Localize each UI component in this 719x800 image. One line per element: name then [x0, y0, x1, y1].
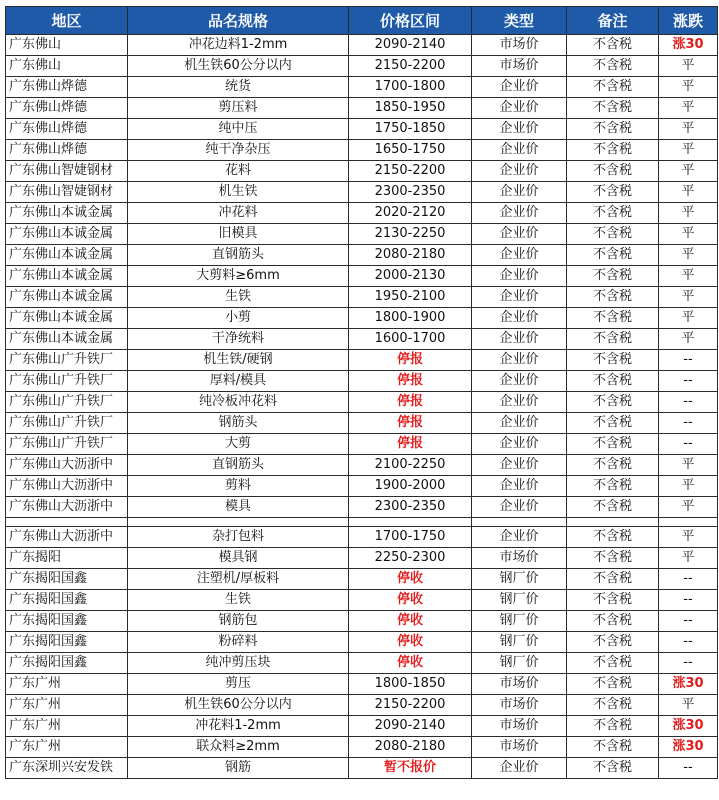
cell-region: 广东佛山本诚金属: [6, 266, 128, 287]
cell-note: 不含税: [567, 455, 659, 476]
cell-change: 平: [659, 527, 718, 548]
cell-change: 平: [659, 245, 718, 266]
table-row: [6, 455, 718, 476]
table-row: [6, 527, 718, 548]
cell-product: 干净统料: [128, 329, 349, 350]
cell-type: 企业价: [472, 434, 567, 455]
cell-price: 1750-1850: [349, 119, 472, 140]
cell-note: 不含税: [567, 224, 659, 245]
cell-region: 广东佛山本诚金属: [6, 329, 128, 350]
cell-type: 企业价: [472, 758, 567, 779]
table-row: [6, 287, 718, 308]
cell-region: 广东佛山大沥浙中: [6, 455, 128, 476]
table-row: [6, 392, 718, 413]
cell-change: 涨30: [659, 716, 718, 737]
separator-cell: [472, 518, 567, 527]
column-header-region[interactable]: 地区: [6, 7, 128, 35]
header-row: [6, 7, 718, 35]
table-gap: [6, 518, 718, 527]
cell-change: 平: [659, 308, 718, 329]
table-row: [6, 161, 718, 182]
cell-type: 市场价: [472, 548, 567, 569]
cell-note: 不含税: [567, 266, 659, 287]
cell-change: --: [659, 434, 718, 455]
cell-change: 平: [659, 56, 718, 77]
separator-cell: [659, 518, 718, 527]
cell-region: 广东佛山广升铁厂: [6, 392, 128, 413]
cell-note: 不含税: [567, 182, 659, 203]
cell-product: 模具: [128, 497, 349, 518]
cell-note: 不含税: [567, 590, 659, 611]
cell-price: 2150-2200: [349, 56, 472, 77]
table-row: [6, 56, 718, 77]
table-row: [6, 674, 718, 695]
cell-region: 广东广州: [6, 674, 128, 695]
cell-price: 2150-2200: [349, 161, 472, 182]
cell-type: 企业价: [472, 308, 567, 329]
cell-change: 平: [659, 203, 718, 224]
table-body-bottom: [6, 527, 718, 779]
cell-region: 广东佛山大沥浙中: [6, 497, 128, 518]
cell-region: 广东佛山智婕钢材: [6, 182, 128, 203]
cell-type: 市场价: [472, 56, 567, 77]
cell-price: 2020-2120: [349, 203, 472, 224]
cell-type: 钢厂价: [472, 611, 567, 632]
cell-note: 不含税: [567, 716, 659, 737]
cell-note: 不含税: [567, 140, 659, 161]
cell-product: 钢筋头: [128, 413, 349, 434]
cell-change: --: [659, 590, 718, 611]
cell-change: 平: [659, 548, 718, 569]
table-row: [6, 182, 718, 203]
cell-price: 2130-2250: [349, 224, 472, 245]
cell-product: 粉碎料: [128, 632, 349, 653]
table-row: [6, 632, 718, 653]
cell-note: 不含税: [567, 497, 659, 518]
cell-note: 不含税: [567, 308, 659, 329]
cell-type: 钢厂价: [472, 653, 567, 674]
cell-note: 不含税: [567, 695, 659, 716]
column-header-note[interactable]: 备注: [567, 7, 659, 35]
cell-region: 广东广州: [6, 695, 128, 716]
cell-product: 模具钢: [128, 548, 349, 569]
cell-product: 机生铁/硬钢: [128, 350, 349, 371]
cell-note: 不含税: [567, 413, 659, 434]
table-row: [6, 203, 718, 224]
table-row: [6, 266, 718, 287]
table-row: [6, 350, 718, 371]
cell-product: 冲花料: [128, 203, 349, 224]
cell-type: 市场价: [472, 737, 567, 758]
cell-product: 剪压料: [128, 98, 349, 119]
cell-region: 广东佛山烨德: [6, 77, 128, 98]
cell-type: 市场价: [472, 674, 567, 695]
cell-price: 1800-1850: [349, 674, 472, 695]
cell-region: 广东佛山大沥浙中: [6, 527, 128, 548]
cell-region: 广东揭阳国鑫: [6, 632, 128, 653]
cell-price: 停报: [349, 392, 472, 413]
cell-region: 广东佛山本诚金属: [6, 245, 128, 266]
table-row: [6, 497, 718, 518]
table-row: [6, 245, 718, 266]
table-row: [6, 548, 718, 569]
cell-type: 企业价: [472, 392, 567, 413]
cell-region: 广东广州: [6, 716, 128, 737]
cell-product: 冲花边料1-2mm: [128, 35, 349, 56]
cell-note: 不含税: [567, 56, 659, 77]
cell-change: --: [659, 350, 718, 371]
table-row: [6, 98, 718, 119]
cell-note: 不含税: [567, 611, 659, 632]
cell-type: 企业价: [472, 497, 567, 518]
cell-note: 不含税: [567, 653, 659, 674]
cell-type: 企业价: [472, 182, 567, 203]
cell-region: 广东佛山: [6, 35, 128, 56]
cell-price: 1850-1950: [349, 98, 472, 119]
cell-type: 企业价: [472, 371, 567, 392]
cell-region: 广东佛山烨德: [6, 119, 128, 140]
table-row: [6, 371, 718, 392]
cell-price: 1650-1750: [349, 140, 472, 161]
cell-change: 涨30: [659, 674, 718, 695]
cell-region: 广东佛山本诚金属: [6, 224, 128, 245]
cell-product: 直钢筋头: [128, 455, 349, 476]
cell-type: 企业价: [472, 203, 567, 224]
cell-product: 纯冲剪压块: [128, 653, 349, 674]
price-table: [5, 6, 718, 779]
cell-product: 厚料/模具: [128, 371, 349, 392]
cell-price: 2300-2350: [349, 497, 472, 518]
cell-price: 1700-1750: [349, 527, 472, 548]
cell-change: 平: [659, 224, 718, 245]
cell-product: 杂打包料: [128, 527, 349, 548]
cell-product: 小剪: [128, 308, 349, 329]
cell-change: 平: [659, 182, 718, 203]
cell-change: 涨30: [659, 35, 718, 56]
cell-region: 广东佛山广升铁厂: [6, 434, 128, 455]
cell-region: 广东佛山广升铁厂: [6, 350, 128, 371]
cell-note: 不含税: [567, 674, 659, 695]
table-row: [6, 476, 718, 497]
cell-price: 2090-2140: [349, 35, 472, 56]
cell-change: --: [659, 632, 718, 653]
cell-type: 企业价: [472, 266, 567, 287]
table-body-top: [6, 35, 718, 518]
column-header-product[interactable]: 品名规格: [128, 7, 349, 35]
table-row: [6, 758, 718, 779]
cell-price: 2300-2350: [349, 182, 472, 203]
cell-price: 停收: [349, 653, 472, 674]
cell-change: --: [659, 569, 718, 590]
cell-type: 企业价: [472, 161, 567, 182]
cell-change: 平: [659, 161, 718, 182]
cell-product: 联众料≥2mm: [128, 737, 349, 758]
cell-product: 纯干净杂压: [128, 140, 349, 161]
cell-type: 企业价: [472, 413, 567, 434]
cell-note: 不含税: [567, 476, 659, 497]
separator-cell: [6, 518, 128, 527]
cell-note: 不含税: [567, 35, 659, 56]
cell-price: 2250-2300: [349, 548, 472, 569]
column-header-type[interactable]: 类型: [472, 7, 567, 35]
cell-product: 生铁: [128, 590, 349, 611]
cell-price: 停收: [349, 632, 472, 653]
cell-note: 不含税: [567, 245, 659, 266]
cell-price: 1900-2000: [349, 476, 472, 497]
cell-product: 注塑机/厚板料: [128, 569, 349, 590]
cell-price: 停收: [349, 611, 472, 632]
table-row: [6, 413, 718, 434]
cell-product: 机生铁: [128, 182, 349, 203]
cell-change: --: [659, 371, 718, 392]
cell-type: 企业价: [472, 455, 567, 476]
cell-product: 钢筋包: [128, 611, 349, 632]
cell-region: 广东佛山智婕钢材: [6, 161, 128, 182]
cell-note: 不含税: [567, 371, 659, 392]
table-row: [6, 119, 718, 140]
separator-row: [6, 518, 718, 527]
table-row: [6, 329, 718, 350]
cell-type: 钢厂价: [472, 590, 567, 611]
table-row: [6, 611, 718, 632]
cell-type: 市场价: [472, 35, 567, 56]
cell-price: 1800-1900: [349, 308, 472, 329]
cell-change: 平: [659, 695, 718, 716]
cell-price: 暂不报价: [349, 758, 472, 779]
cell-change: 平: [659, 266, 718, 287]
cell-product: 统货: [128, 77, 349, 98]
cell-note: 不含税: [567, 548, 659, 569]
cell-product: 旧模具: [128, 224, 349, 245]
cell-note: 不含税: [567, 632, 659, 653]
cell-region: 广东揭阳: [6, 548, 128, 569]
cell-product: 直钢筋头: [128, 245, 349, 266]
cell-type: 钢厂价: [472, 632, 567, 653]
table-row: [6, 140, 718, 161]
cell-product: 花料: [128, 161, 349, 182]
cell-price: 2080-2180: [349, 245, 472, 266]
cell-type: 企业价: [472, 119, 567, 140]
cell-region: 广东佛山本诚金属: [6, 203, 128, 224]
cell-change: 涨30: [659, 737, 718, 758]
cell-type: 市场价: [472, 716, 567, 737]
cell-change: 平: [659, 329, 718, 350]
cell-change: 平: [659, 497, 718, 518]
table-row: [6, 716, 718, 737]
cell-type: 企业价: [472, 329, 567, 350]
cell-change: 平: [659, 455, 718, 476]
cell-product: 纯中压: [128, 119, 349, 140]
cell-change: 平: [659, 98, 718, 119]
table-row: [6, 653, 718, 674]
cell-note: 不含税: [567, 329, 659, 350]
cell-type: 企业价: [472, 140, 567, 161]
separator-cell: [349, 518, 472, 527]
cell-price: 停报: [349, 413, 472, 434]
cell-region: 广东佛山广升铁厂: [6, 371, 128, 392]
column-header-change[interactable]: 涨跌: [659, 7, 718, 35]
cell-product: 机生铁60公分以内: [128, 56, 349, 77]
cell-change: --: [659, 392, 718, 413]
table-row: [6, 308, 718, 329]
cell-price: 1700-1800: [349, 77, 472, 98]
cell-price: 1950-2100: [349, 287, 472, 308]
cell-type: 企业价: [472, 224, 567, 245]
cell-product: 机生铁60公分以内: [128, 695, 349, 716]
cell-change: 平: [659, 119, 718, 140]
cell-note: 不含税: [567, 287, 659, 308]
cell-price: 2080-2180: [349, 737, 472, 758]
cell-change: --: [659, 611, 718, 632]
cell-product: 大剪料≥6mm: [128, 266, 349, 287]
cell-type: 企业价: [472, 527, 567, 548]
separator-cell: [567, 518, 659, 527]
cell-type: 企业价: [472, 476, 567, 497]
cell-region: 广东佛山大沥浙中: [6, 476, 128, 497]
cell-product: 剪料: [128, 476, 349, 497]
cell-region: 广东揭阳国鑫: [6, 590, 128, 611]
cell-region: 广东揭阳国鑫: [6, 653, 128, 674]
cell-note: 不含税: [567, 527, 659, 548]
cell-price: 停报: [349, 434, 472, 455]
cell-change: --: [659, 653, 718, 674]
column-header-price[interactable]: 价格区间: [349, 7, 472, 35]
table-row: [6, 737, 718, 758]
table-row: [6, 434, 718, 455]
cell-type: 企业价: [472, 350, 567, 371]
cell-product: 生铁: [128, 287, 349, 308]
cell-region: 广东揭阳国鑫: [6, 611, 128, 632]
table-row: [6, 224, 718, 245]
cell-price: 2100-2250: [349, 455, 472, 476]
cell-price: 停报: [349, 350, 472, 371]
cell-note: 不含税: [567, 161, 659, 182]
cell-product: 冲花料1-2mm: [128, 716, 349, 737]
cell-note: 不含税: [567, 98, 659, 119]
cell-region: 广东佛山本诚金属: [6, 308, 128, 329]
cell-type: 企业价: [472, 245, 567, 266]
cell-region: 广东佛山广升铁厂: [6, 413, 128, 434]
table-row: [6, 590, 718, 611]
cell-region: 广东深圳兴安发铁: [6, 758, 128, 779]
cell-price: 2150-2200: [349, 695, 472, 716]
cell-note: 不含税: [567, 77, 659, 98]
cell-price: 停收: [349, 569, 472, 590]
cell-note: 不含税: [567, 569, 659, 590]
cell-price: 1600-1700: [349, 329, 472, 350]
cell-region: 广东佛山本诚金属: [6, 287, 128, 308]
cell-product: 纯冷板冲花料: [128, 392, 349, 413]
separator-cell: [128, 518, 349, 527]
cell-price: 2090-2140: [349, 716, 472, 737]
cell-type: 企业价: [472, 287, 567, 308]
table-row: [6, 35, 718, 56]
cell-product: 大剪: [128, 434, 349, 455]
cell-change: --: [659, 758, 718, 779]
cell-type: 企业价: [472, 77, 567, 98]
cell-price: 2000-2130: [349, 266, 472, 287]
cell-change: 平: [659, 287, 718, 308]
cell-region: 广东佛山烨德: [6, 98, 128, 119]
cell-change: 平: [659, 476, 718, 497]
cell-product: 剪压: [128, 674, 349, 695]
cell-region: 广东广州: [6, 737, 128, 758]
cell-change: --: [659, 413, 718, 434]
cell-product: 钢筋: [128, 758, 349, 779]
cell-type: 钢厂价: [472, 569, 567, 590]
cell-region: 广东佛山烨德: [6, 140, 128, 161]
cell-note: 不含税: [567, 392, 659, 413]
table-row: [6, 77, 718, 98]
cell-price: 停报: [349, 371, 472, 392]
cell-region: 广东佛山: [6, 56, 128, 77]
cell-note: 不含税: [567, 758, 659, 779]
cell-region: 广东揭阳国鑫: [6, 569, 128, 590]
cell-note: 不含税: [567, 119, 659, 140]
cell-note: 不含税: [567, 350, 659, 371]
table-row: [6, 569, 718, 590]
cell-note: 不含税: [567, 737, 659, 758]
cell-change: 平: [659, 140, 718, 161]
table-row: [6, 695, 718, 716]
cell-type: 市场价: [472, 695, 567, 716]
cell-note: 不含税: [567, 203, 659, 224]
cell-type: 企业价: [472, 98, 567, 119]
cell-change: 平: [659, 77, 718, 98]
cell-price: 停收: [349, 590, 472, 611]
cell-note: 不含税: [567, 434, 659, 455]
